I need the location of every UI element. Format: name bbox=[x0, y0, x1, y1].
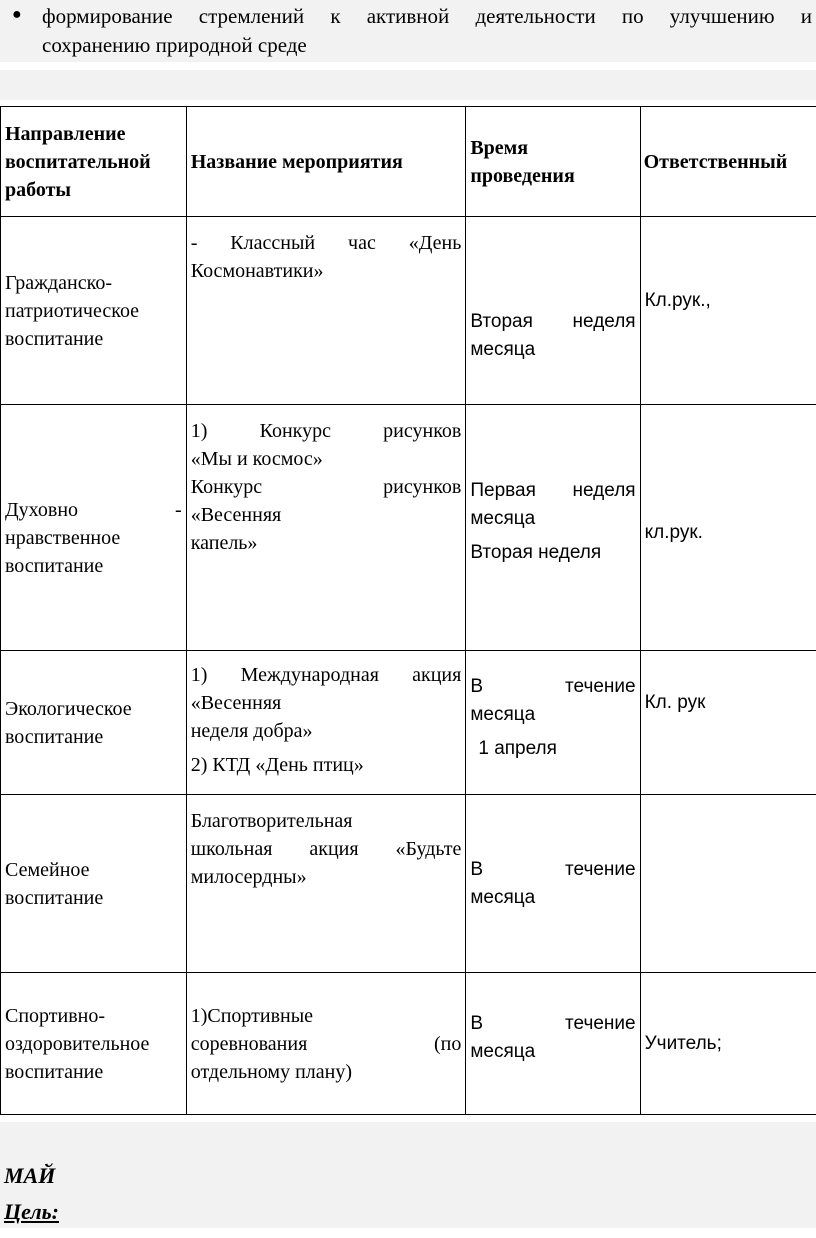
cell-responsible bbox=[640, 217, 816, 405]
footer-band bbox=[0, 1122, 816, 1228]
text-line: «Весенняя bbox=[190, 692, 282, 714]
text-line: Кл. рук bbox=[644, 692, 706, 713]
text-line: Благотворительная bbox=[190, 810, 353, 832]
text-line: воспитание bbox=[5, 886, 104, 909]
text-line: «Мы и космос» bbox=[190, 448, 323, 470]
text-line: Вторая неделя bbox=[470, 541, 602, 563]
table-row bbox=[1, 651, 816, 795]
text-line: Экологическое bbox=[5, 697, 132, 720]
text-line: Семейное bbox=[5, 858, 90, 881]
cell-direction bbox=[1, 795, 187, 973]
text-line: кл.рук. bbox=[644, 521, 703, 543]
text-line: 1) Международная акция bbox=[190, 664, 462, 686]
cell-direction bbox=[1, 405, 187, 651]
month-heading: МАЙ bbox=[4, 1163, 56, 1188]
text-line: воспитание bbox=[5, 725, 104, 748]
cell-time bbox=[466, 405, 640, 651]
text-line: В течение bbox=[470, 1012, 636, 1034]
text-line: месяца bbox=[470, 338, 536, 360]
text-line: Учитель; bbox=[644, 1032, 722, 1054]
cell-time bbox=[466, 973, 640, 1115]
table-row bbox=[1, 795, 816, 973]
cell-event bbox=[186, 405, 466, 651]
cell-event bbox=[186, 651, 466, 795]
cell-direction bbox=[1, 973, 187, 1115]
text-line: месяца bbox=[470, 886, 536, 908]
text-line: месяца bbox=[470, 1040, 536, 1062]
cell-time bbox=[466, 217, 640, 405]
cell-event bbox=[186, 217, 466, 405]
text-line: 1) Конкурс рисунков bbox=[190, 420, 462, 442]
text-line: 1 апреля bbox=[478, 738, 557, 759]
text-line: воспитание bbox=[5, 327, 104, 350]
text-line: Гражданско- bbox=[5, 271, 112, 294]
events-table bbox=[0, 106, 816, 1115]
text-line: Вторая неделя bbox=[470, 310, 636, 332]
text-line: месяца bbox=[470, 507, 536, 529]
header-time: Время проведения bbox=[466, 107, 640, 217]
text-line: отдельному плану) bbox=[190, 1060, 352, 1083]
cell-direction bbox=[1, 651, 187, 795]
text-line: 2) КТД «День птиц» bbox=[190, 754, 364, 776]
table-row bbox=[1, 217, 816, 405]
text-line: «Весенняя bbox=[190, 504, 282, 526]
header-direction: Направление воспитательной работы bbox=[1, 107, 187, 217]
table-row bbox=[1, 973, 816, 1115]
text-line: воспитание bbox=[5, 1060, 104, 1083]
text-line: - Классный час «День bbox=[190, 232, 462, 254]
text-line: капель» bbox=[190, 532, 258, 554]
cell-responsible bbox=[640, 405, 816, 651]
bullet-text bbox=[42, 2, 812, 60]
text-line: 1)Спортивные bbox=[190, 1004, 314, 1027]
text-line: школьная акция «Будьте bbox=[190, 838, 462, 860]
header-event: Название мероприятия bbox=[186, 107, 466, 217]
text-line: В течение bbox=[470, 676, 636, 697]
header-responsible: Ответственный bbox=[640, 107, 816, 217]
bullet-line-1: формирование стремлений к активной деятельности по улучшению и bbox=[42, 4, 812, 28]
text-line: Конкурс рисунков bbox=[190, 476, 462, 498]
table-header-row bbox=[1, 107, 816, 217]
bullet-section bbox=[0, 0, 816, 62]
divider-band bbox=[0, 70, 816, 100]
cell-direction bbox=[1, 217, 187, 405]
bullet-line-2: сохранению природной среде bbox=[42, 33, 307, 57]
cell-responsible bbox=[640, 651, 816, 795]
text-line: оздоровительное bbox=[5, 1032, 150, 1055]
cell-responsible bbox=[640, 795, 816, 973]
table-row bbox=[1, 405, 816, 651]
text-line: соревнования (по bbox=[190, 1032, 462, 1055]
text-line: неделя добра» bbox=[190, 720, 313, 742]
cell-event bbox=[186, 795, 466, 973]
text-line: милосердны» bbox=[190, 866, 307, 888]
text-line: Первая неделя bbox=[470, 479, 636, 501]
text-line: Кл.рук., bbox=[644, 289, 711, 311]
text-line: патриотическое bbox=[5, 299, 140, 322]
cell-time bbox=[466, 651, 640, 795]
goal-label: Цель: bbox=[4, 1199, 59, 1224]
text-line: Космонавтики» bbox=[190, 260, 324, 282]
cell-time bbox=[466, 795, 640, 973]
text-line: В течение bbox=[470, 858, 636, 880]
text-line: воспитание bbox=[5, 554, 104, 577]
text-line: нравственное bbox=[5, 526, 121, 549]
cell-event bbox=[186, 973, 466, 1115]
text-line: месяца bbox=[470, 704, 536, 725]
text-line: Духовно - bbox=[5, 498, 182, 521]
bullet-icon: ● bbox=[12, 6, 22, 23]
cell-responsible bbox=[640, 973, 816, 1115]
text-line: Спортивно- bbox=[5, 1004, 106, 1027]
